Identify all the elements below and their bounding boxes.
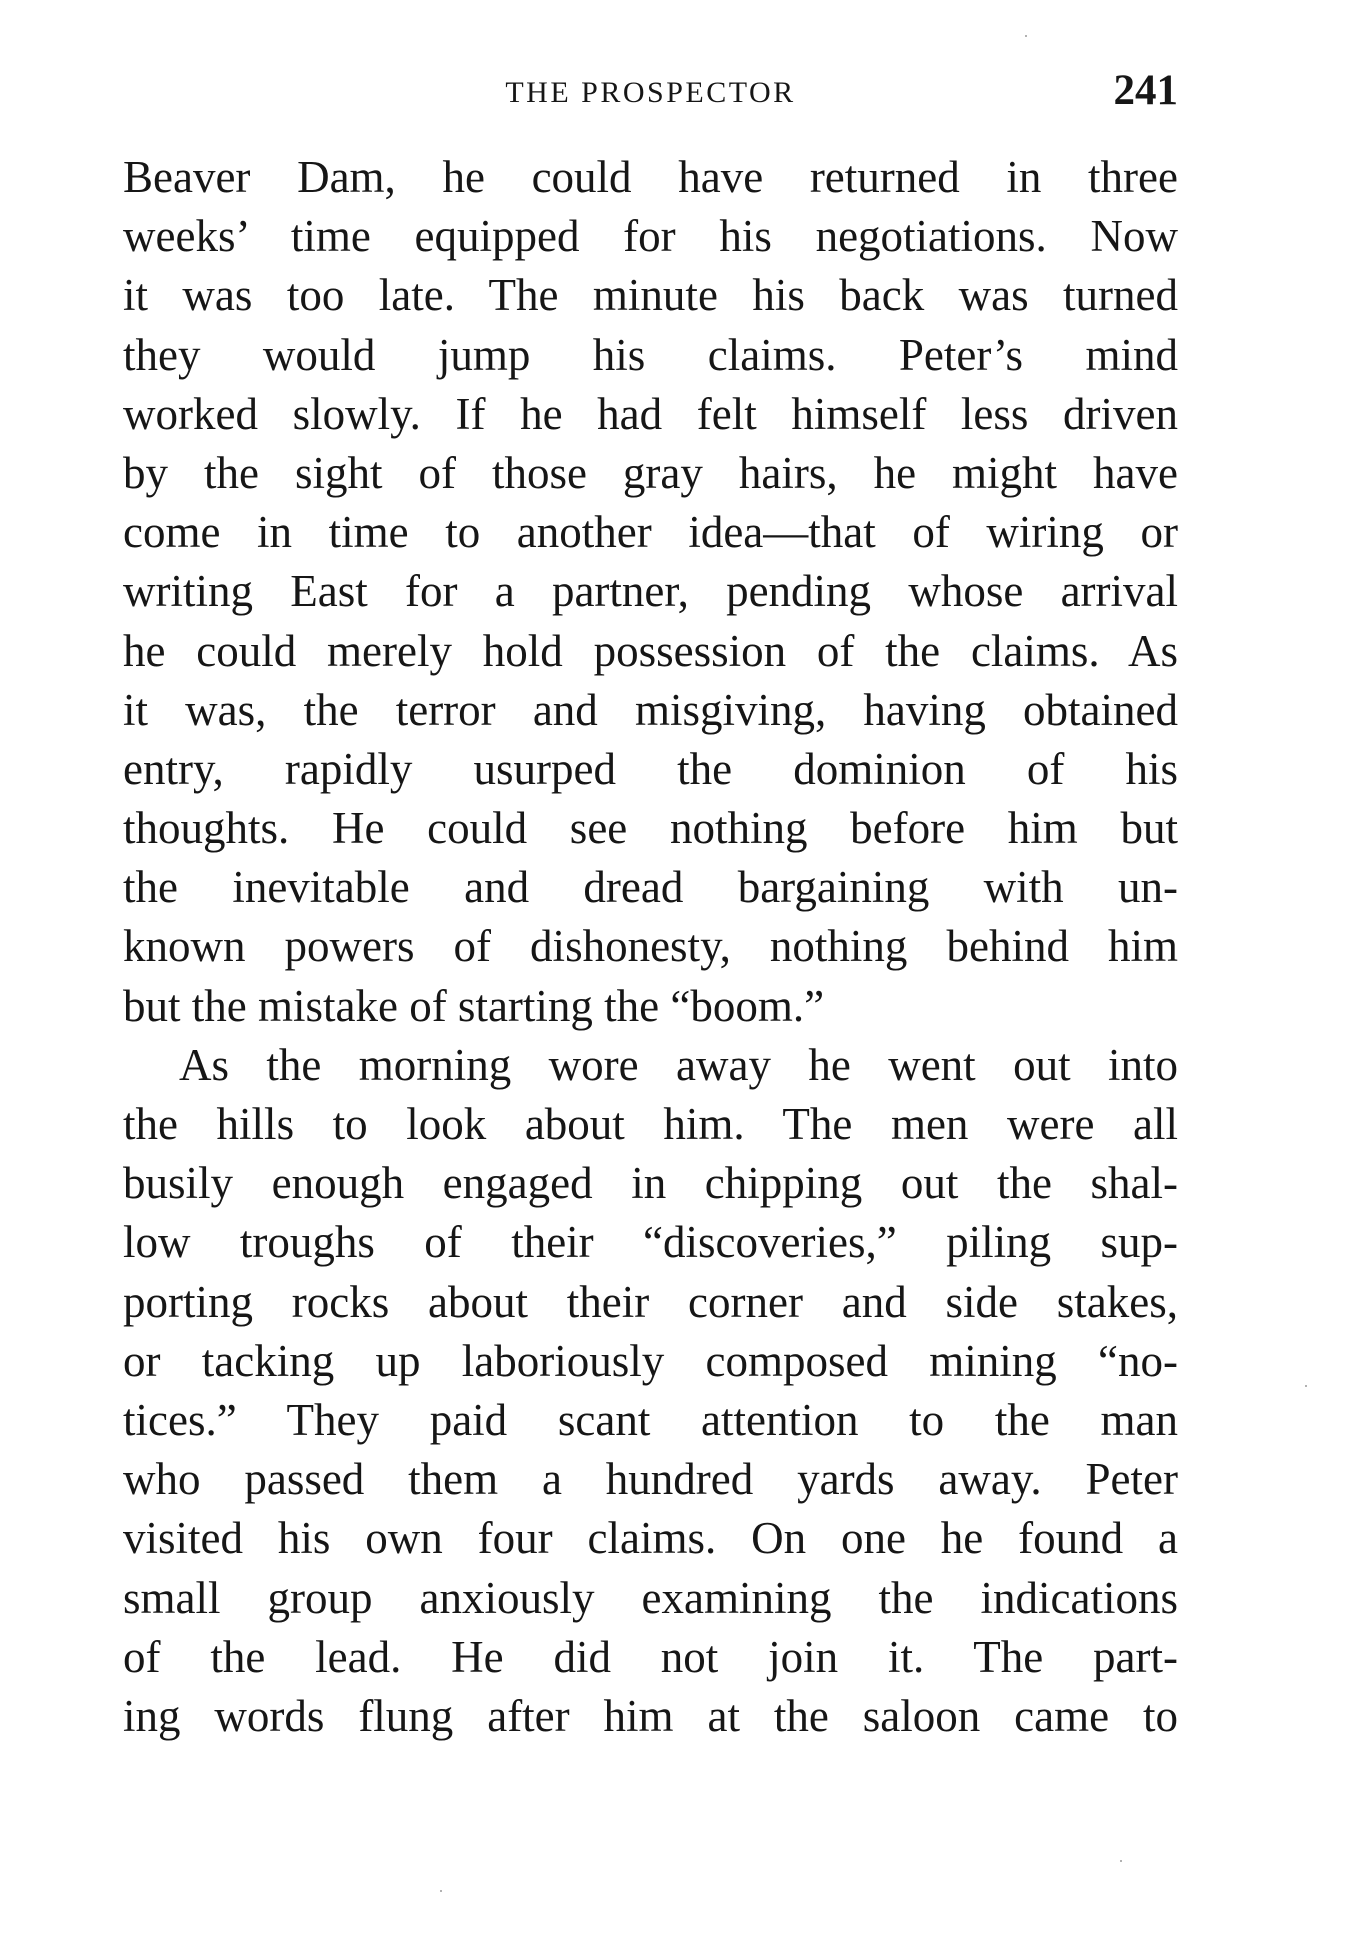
paragraph-end-line: but the mistake of starting the “boom.”: [123, 980, 825, 1031]
paragraph-start-line: As the morning wore away he went out into: [179, 1039, 1178, 1090]
text-line: entry, rapidly usurped the dominion of his: [123, 743, 1178, 794]
text-line: or tacking up laboriously composed mining “no-: [123, 1335, 1178, 1386]
running-title: THE PROSPECTOR: [505, 76, 796, 109]
text-line: the inevitable and dread bargaining with un-: [123, 862, 1178, 913]
text-line: he could merely hold possession of the claims. As: [123, 625, 1178, 676]
page-number: 241: [1113, 67, 1178, 114]
paper-speck: [1305, 1385, 1307, 1387]
paper-speck: [440, 1890, 442, 1892]
paper-speck: [1025, 35, 1027, 37]
running-header: [123, 67, 1178, 120]
text-line: who passed them a hundred yards away. Peter: [123, 1454, 1178, 1505]
text-line: ing words flung after him at the saloon came to: [123, 1690, 1178, 1741]
text-line: known powers of dishonesty, nothing behind him: [123, 921, 1178, 972]
text-line: by the sight of those gray hairs, he might have: [123, 447, 1178, 498]
text-line: come in time to another idea—that of wiring or: [123, 507, 1178, 558]
text-line: busily enough engaged in chipping out the shal-: [123, 1158, 1178, 1209]
text-line: small group anxiously examining the indications: [123, 1572, 1178, 1623]
text-line: thoughts. He could see nothing before him but: [123, 803, 1178, 854]
text-line: tices.” They paid scant attention to the man: [123, 1394, 1178, 1445]
text-line: it was, the terror and misgiving, having obtained: [123, 684, 1178, 735]
text-line: visited his own four claims. On one he found a: [123, 1513, 1178, 1564]
text-line: of the lead. He did not join it. The part-: [123, 1631, 1178, 1682]
text-line: they would jump his claims. Peter’s mind: [123, 329, 1178, 380]
text-line: writing East for a partner, pending whose arrival: [123, 566, 1178, 617]
text-line: porting rocks about their corner and side stakes,: [123, 1276, 1178, 1327]
text-line: the hills to look about him. The men were all: [123, 1099, 1178, 1149]
paper-speck: [1120, 1860, 1122, 1862]
body-text: [123, 148, 1178, 1746]
text-line: weeks’ time equipped for his negotiations. Now: [123, 211, 1178, 262]
text-line: worked slowly. If he had felt himself less driven: [123, 388, 1178, 439]
text-line: it was too late. The minute his back was turned: [123, 270, 1178, 321]
text-line: Beaver Dam, he could have returned in three: [123, 152, 1178, 202]
text-line: low troughs of their “discoveries,” piling sup-: [123, 1217, 1178, 1268]
